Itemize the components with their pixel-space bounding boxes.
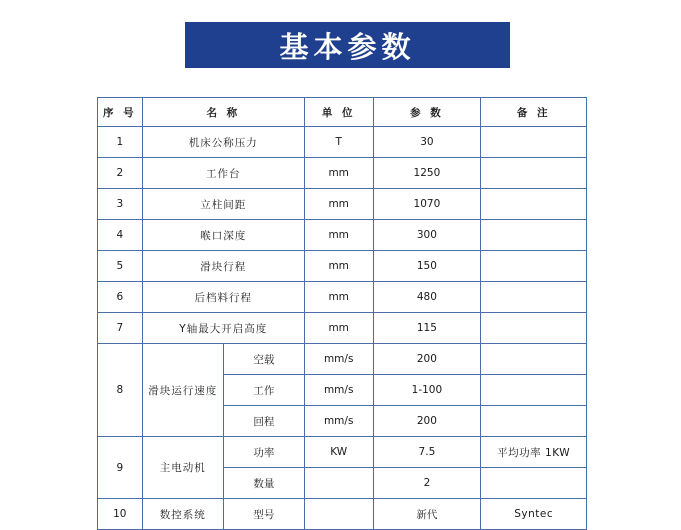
- cell-no: 2: [98, 158, 143, 189]
- cell-unit: mm: [304, 189, 373, 220]
- cell-sub: 功率: [223, 437, 304, 468]
- cell-remark: 平均功率 1KW: [481, 437, 587, 468]
- cell-remark: [481, 468, 587, 499]
- cell-param: 新代: [373, 499, 481, 530]
- cell-unit: mm/s: [304, 344, 373, 375]
- table-header-row: [98, 98, 587, 127]
- cell-unit: mm: [304, 251, 373, 282]
- cell-param: 7.5: [373, 437, 481, 468]
- cell-unit: mm/s: [304, 406, 373, 437]
- cell-no: 6: [98, 282, 143, 313]
- title-banner: [185, 22, 510, 68]
- cell-no: 1: [98, 127, 143, 158]
- specification-table-container: [97, 97, 587, 530]
- header-cell-name: 名 称: [142, 98, 304, 127]
- cell-param: 1250: [373, 158, 481, 189]
- cell-no: 7: [98, 313, 143, 344]
- header-cell-param: 参 数: [373, 98, 481, 127]
- cell-param: 480: [373, 282, 481, 313]
- cell-param: 200: [373, 344, 481, 375]
- specification-table: [97, 97, 587, 530]
- cell-remark: [481, 189, 587, 220]
- cell-no: 9: [98, 437, 143, 499]
- table-row: [98, 158, 587, 189]
- table-row: [98, 344, 587, 375]
- cell-sub: 数量: [223, 468, 304, 499]
- cell-sub: 空载: [223, 344, 304, 375]
- cell-name: 滑块运行速度: [142, 344, 223, 437]
- cell-param: 2: [373, 468, 481, 499]
- table-row: [98, 313, 587, 344]
- cell-name: 工作台: [142, 158, 304, 189]
- cell-name: 主电动机: [142, 437, 223, 499]
- cell-unit: mm: [304, 313, 373, 344]
- header-cell-no: 序 号: [98, 98, 143, 127]
- table-row: [98, 220, 587, 251]
- cell-remark: [481, 282, 587, 313]
- table-row: [98, 282, 587, 313]
- cell-remark: Syntec: [481, 499, 587, 530]
- cell-remark: [481, 406, 587, 437]
- cell-remark: [481, 220, 587, 251]
- cell-param: 150: [373, 251, 481, 282]
- cell-unit: mm: [304, 220, 373, 251]
- cell-remark: [481, 158, 587, 189]
- table-row: [98, 499, 587, 530]
- cell-name: 喉口深度: [142, 220, 304, 251]
- cell-remark: [481, 344, 587, 375]
- cell-name: Y轴最大开启高度: [142, 313, 304, 344]
- cell-no: 10: [98, 499, 143, 530]
- cell-name: 机床公称压力: [142, 127, 304, 158]
- cell-name: 立柱间距: [142, 189, 304, 220]
- cell-name: 数控系统: [142, 499, 223, 530]
- cell-sub: 型号: [223, 499, 304, 530]
- cell-unit: [304, 468, 373, 499]
- cell-sub: 回程: [223, 406, 304, 437]
- cell-param: 1070: [373, 189, 481, 220]
- cell-unit: mm: [304, 158, 373, 189]
- cell-unit: mm: [304, 282, 373, 313]
- cell-param: 115: [373, 313, 481, 344]
- cell-param: 300: [373, 220, 481, 251]
- table-row: [98, 189, 587, 220]
- cell-remark: [481, 375, 587, 406]
- table-row: [98, 437, 587, 468]
- cell-no: 8: [98, 344, 143, 437]
- cell-no: 4: [98, 220, 143, 251]
- cell-unit: T: [304, 127, 373, 158]
- cell-param: 1-100: [373, 375, 481, 406]
- cell-unit: [304, 499, 373, 530]
- table-row: [98, 127, 587, 158]
- cell-no: 3: [98, 189, 143, 220]
- cell-unit: KW: [304, 437, 373, 468]
- cell-no: 5: [98, 251, 143, 282]
- page-title: 基本参数: [279, 29, 416, 64]
- table-row: [98, 251, 587, 282]
- cell-param: 200: [373, 406, 481, 437]
- cell-remark: [481, 127, 587, 158]
- cell-remark: [481, 251, 587, 282]
- cell-remark: [481, 313, 587, 344]
- cell-sub: 工作: [223, 375, 304, 406]
- header-cell-unit: 单 位: [304, 98, 373, 127]
- cell-name: 后档料行程: [142, 282, 304, 313]
- header-cell-remark: 备 注: [481, 98, 587, 127]
- cell-unit: mm/s: [304, 375, 373, 406]
- cell-name: 滑块行程: [142, 251, 304, 282]
- cell-param: 30: [373, 127, 481, 158]
